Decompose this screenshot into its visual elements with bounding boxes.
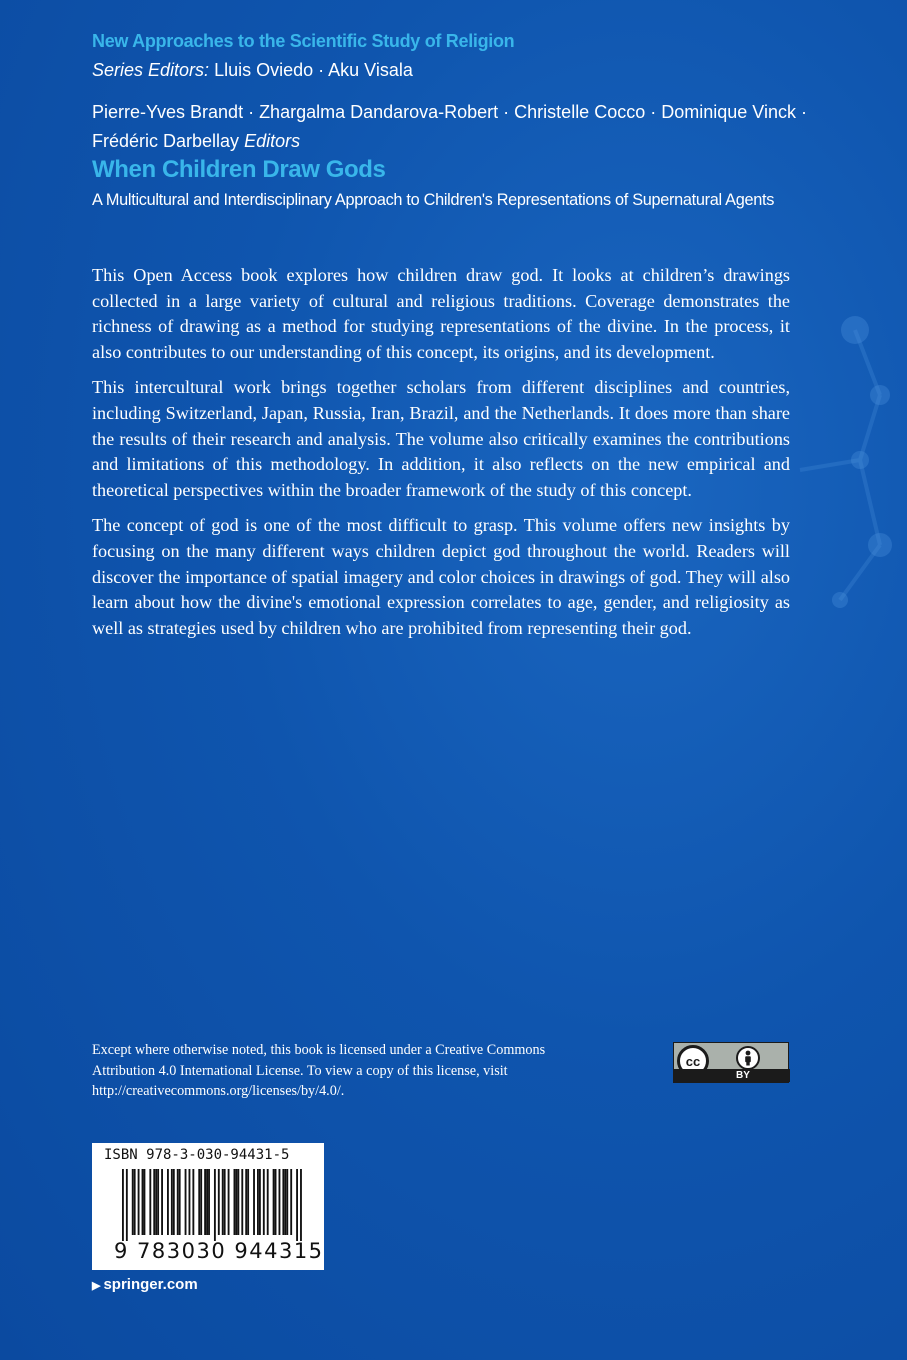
barcode-bar [126,1169,128,1241]
barcode-bar [275,1169,277,1235]
barcode-bar [149,1169,151,1235]
series-editors-label: Series Editors: [92,60,210,80]
barcode-bar [153,1169,155,1235]
barcode-bar [189,1169,191,1235]
series-editors-names: Lluis Oviedo · Aku Visala [214,60,413,80]
barcode-bar [138,1169,140,1235]
barcode-bar [234,1169,236,1235]
badge-footer-bar [674,1069,790,1082]
editor-name: Frédéric Darbellay [92,131,240,151]
barcode-bar [253,1169,255,1235]
cc-icon: cc [677,1045,709,1077]
barcode-bar [257,1169,259,1235]
publisher-link[interactable] [92,1276,198,1293]
barcode-bar [198,1169,200,1235]
barcode-bar [284,1169,286,1235]
barcode-bar [259,1169,261,1235]
attribution-person-icon [736,1046,760,1070]
barcode-bar [132,1169,134,1235]
barcode-digits: 9 783030 944315 [114,1239,324,1263]
description-paragraph: This Open Access book explores how children draw god. It looks at children’s drawings collected in a large variety of cultural and religious traditions. Coverage demonstrates the richness of drawing as a method for studying representations of the divine. In the process, it also contributes to our understanding of this concept, its origins, and its development. [92,265,790,362]
barcode-bar [204,1169,206,1235]
barcode-bar [185,1169,187,1235]
book-title: When Children Draw Gods [92,156,386,183]
barcode-bar [245,1169,247,1235]
barcode-bar [237,1169,239,1235]
barcode-bar [235,1169,237,1235]
barcode-bar [241,1169,243,1235]
barcode-bar [218,1169,220,1235]
barcode-bar [286,1169,288,1235]
barcode-bar [144,1169,146,1235]
barcode-bar [282,1169,284,1235]
barcode-bar [177,1169,179,1235]
barcode-bar [206,1169,208,1235]
book-subtitle: A Multicultural and Interdisciplinary Approach to Children's Representations of Supernatural Agents [92,191,775,209]
barcode-bars [122,1169,302,1241]
license-notice: Except where otherwise noted, this book is licensed under a Creative Commons Attribution 4.0 International License. To view a copy of this license, visit http://creativecommons.org/licenses/by/4.0/. [92,1042,546,1099]
isbn-label: ISBN 978-3-030-94431-5 [104,1147,290,1163]
barcode-bar [228,1169,230,1235]
barcode-bar [167,1169,169,1235]
series-editors [92,60,413,81]
barcode-bar [279,1169,281,1235]
description-paragraph: This intercultural work brings together scholars from different disciplines and countries, including Switzerland, Japan, Russia, Iran, Brazil, and the Netherlands. It does more than share the results of their research and analysis. The volume also critically examines the contributions and limitations of this methodology. In addition, it also reflects on the new empirical and theoretical perspectives within the broader framework of the study of this concept. [92,377,790,500]
description-paragraph: The concept of god is one of the most difficult to grasp. This volume offers new insights by focusing on the many different ways children depict god throughout the world. Readers will discover the importance of spatial imagery and color choices in drawings of god. They will also learn about how the divine's emotional expression correlates to age, gender, and religiosity as well as strategies used by children who are prohibited from representing their god. [92,515,790,638]
barcode-bar [224,1169,226,1235]
volume-editors [92,98,812,156]
book-description [92,263,790,651]
barcode-bar [290,1169,292,1235]
barcode-bar [222,1169,224,1235]
cc-by-license-badge [673,1042,789,1083]
editors-role: Editors [244,131,301,151]
barcode-bar [173,1169,175,1235]
barcode-bar [208,1169,210,1235]
barcode-bar [263,1169,265,1235]
barcode-bar [122,1169,124,1241]
barcode-bar [171,1169,173,1235]
barcode-bar [155,1169,157,1235]
barcode-bar [157,1169,159,1235]
editors-line-2 [92,127,812,156]
by-label: BY [736,1070,750,1081]
barcode-bar [273,1169,275,1235]
barcode-bar [296,1169,298,1241]
barcode-bar [300,1169,302,1241]
barcode-bar [179,1169,181,1235]
barcode-bar [200,1169,202,1235]
barcode-bar [247,1169,249,1235]
barcode-bar [161,1169,163,1235]
editors-line-1: Pierre-Yves Brandt · Zhargalma Dandarova-Robert · Christelle Cocco · Dominique Vinck · [92,102,807,122]
barcode-bar [214,1169,216,1241]
triangle-arrow-icon: ▶ [92,1280,101,1292]
barcode-bar [192,1169,194,1235]
barcode-bar [142,1169,144,1235]
barcode-bar [267,1169,269,1235]
barcode-bar [134,1169,136,1235]
publisher-url: springer.com [103,1276,198,1293]
isbn-barcode [92,1143,324,1270]
series-title: New Approaches to the Scientific Study of Religion [92,31,515,51]
